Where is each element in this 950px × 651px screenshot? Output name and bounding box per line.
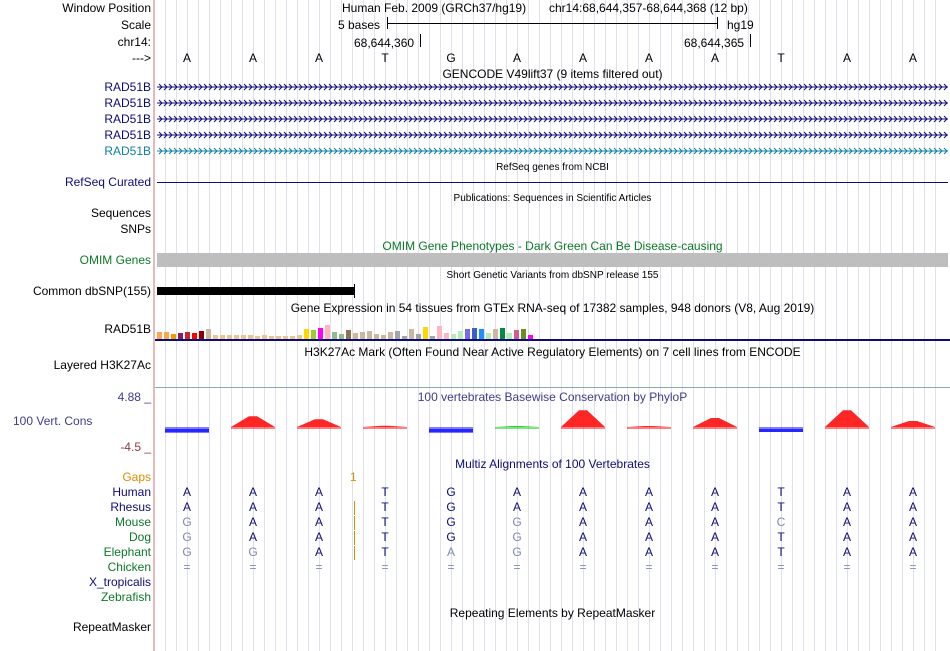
multiz-aligned-base: A [842, 485, 851, 499]
multiz-aligned-base: A [248, 530, 257, 544]
gtex-tissue-bar[interactable] [409, 329, 414, 339]
multiz-aligned-base: A [248, 485, 257, 499]
multiz-aligned-base: A [578, 500, 587, 514]
multiz-aligned-base: A [908, 530, 917, 544]
phylop-score-mark [231, 416, 275, 427]
multiz-aligned-base: A [644, 515, 653, 529]
repeatmasker-track-title[interactable]: Repeating Elements by RepeatMasker [449, 606, 656, 620]
multiz-species-label[interactable]: Zebrafish [100, 590, 151, 604]
phylop-score-mark [429, 429, 473, 433]
h3k27ac-baseline [155, 387, 950, 388]
multiz-aligned-base: G [512, 545, 522, 559]
phylop-score-mark [165, 429, 209, 433]
publications-sequences-label[interactable]: Sequences [90, 206, 151, 220]
multiz-aligned-base: G [446, 485, 456, 499]
gencode-gene-label-2[interactable]: RAD51B [104, 96, 151, 110]
multiz-aligned-base: A [248, 515, 257, 529]
phylop-score-mark [693, 418, 737, 427]
multiz-aligned-base: A [248, 500, 257, 514]
window-position-label: Window Position [62, 1, 151, 15]
gtex-tissue-bar[interactable] [479, 329, 484, 339]
omim-track-label[interactable]: OMIM Genes [79, 253, 151, 267]
reference-base: A [182, 51, 191, 65]
reference-base: A [908, 51, 917, 65]
chrom-label: chr14: [117, 35, 151, 49]
gtex-tissue-bar[interactable] [199, 331, 204, 339]
multiz-species-label[interactable]: Human [112, 485, 151, 499]
repeatmasker-track-label[interactable]: RepeatMasker [72, 620, 151, 634]
multiz-aligned-base: A [710, 515, 719, 529]
reference-base: T [777, 51, 785, 65]
multiz-species-label[interactable]: Rhesus [110, 500, 151, 514]
ruler-coord-left: 68,644,360 [354, 36, 415, 50]
gencode-gene-label-4[interactable]: RAD51B [104, 128, 151, 142]
multiz-aligned-base: T [381, 515, 389, 529]
multiz-aligned-base: A [842, 515, 851, 529]
phylop-score-mark [297, 419, 341, 427]
multiz-aligned-base: A [314, 515, 323, 529]
phylop-max-label: 4.88 _ [117, 390, 151, 404]
h3k27ac-track-label[interactable]: Layered H3K27Ac [53, 358, 151, 372]
multiz-aligned-base: A [644, 500, 653, 514]
reference-base: A [644, 51, 653, 65]
publications-snps-label[interactable]: SNPs [120, 222, 151, 236]
multiz-aligned-base: G [512, 515, 522, 529]
gtex-tissue-bar[interactable] [465, 329, 470, 339]
multiz-aligned-base: A [578, 545, 587, 559]
phylop-score-mark [825, 410, 869, 427]
phylop-track-label[interactable]: 100 Vert. Cons [13, 414, 93, 428]
multiz-aligned-base: T [381, 500, 389, 514]
gtex-expression-bars[interactable] [157, 318, 948, 339]
phylop-score-mark [363, 426, 407, 427]
phylop-score-mark [759, 429, 803, 432]
reference-base: A [314, 51, 323, 65]
multiz-aligned-base: A [578, 485, 587, 499]
multiz-aligned-base: = [249, 560, 257, 574]
gtex-tissue-bar[interactable] [423, 327, 428, 339]
reference-base: G [446, 51, 456, 65]
refseq-gene-line[interactable] [157, 182, 948, 183]
multiz-aligned-base: A [314, 530, 323, 544]
gtex-tissue-bar[interactable] [164, 332, 169, 339]
multiz-aligned-base: G [182, 515, 192, 529]
multiz-aligned-base: A [182, 485, 191, 499]
scale-text: 5 bases [338, 18, 381, 32]
gtex-tissue-bar[interactable] [514, 330, 519, 339]
refseq-track-title[interactable]: RefSeq genes from NCBI [496, 162, 609, 173]
multiz-aligned-base: = [447, 560, 455, 574]
multiz-aligned-base: T [381, 485, 389, 499]
dbsnp-track-title[interactable]: Short Genetic Variants from dbSNP release 155 [446, 270, 659, 281]
multiz-aligned-base: A [908, 515, 917, 529]
multiz-aligned-base: A [842, 500, 851, 514]
ruler-tick-left [420, 34, 421, 47]
gtex-tissue-bar[interactable] [472, 328, 477, 339]
gtex-tissue-bar[interactable] [521, 329, 526, 339]
multiz-aligned-base: A [842, 530, 851, 544]
multiz-aligned-base: A [578, 530, 587, 544]
gtex-track-title[interactable]: Gene Expression in 54 tissues from GTEx RNA-seq of 17382 samples, 948 donors (V8, Aug 2019) [290, 301, 815, 315]
assembly-title: Human Feb. 2009 (GRCh37/hg19) [342, 1, 527, 15]
multiz-insertion-marker [354, 531, 355, 545]
multiz-aligned-base: A [842, 545, 851, 559]
gtex-tissue-bar[interactable] [325, 325, 330, 339]
multiz-aligned-base: A [314, 485, 323, 499]
multiz-insertion-marker [354, 546, 355, 560]
ruler-tick-right [750, 34, 751, 47]
gtex-tissue-bar[interactable] [311, 330, 316, 339]
track-label-column [0, 0, 153, 651]
gtex-track-label[interactable]: RAD51B [104, 322, 151, 336]
multiz-insertion-marker [354, 501, 355, 515]
dbsnp-track-label[interactable]: Common dbSNP(155) [32, 284, 151, 298]
multiz-aligned-base: T [777, 545, 785, 559]
gtex-tissue-bar[interactable] [395, 331, 400, 339]
reference-base: T [381, 51, 389, 65]
multiz-aligned-base: G [182, 530, 192, 544]
multiz-aligned-base: A [908, 500, 917, 514]
multiz-aligned-base: = [777, 560, 785, 574]
gencode-gene-label-5[interactable]: RAD51B [104, 144, 151, 158]
gtex-tissue-bar[interactable] [346, 330, 351, 339]
gtex-tissue-bar[interactable] [388, 332, 393, 339]
window-position-text: chr14:68,644,357-68,644,368 (12 bp) [549, 1, 748, 15]
multiz-aligned-base: = [711, 560, 719, 574]
multiz-aligned-base: A [710, 545, 719, 559]
gencode-transcript-line[interactable] [157, 98, 948, 108]
gencode-transcript-line[interactable] [157, 146, 948, 156]
multiz-aligned-base: T [777, 530, 785, 544]
multiz-aligned-base: A [908, 545, 917, 559]
multiz-aligned-base: = [381, 560, 389, 574]
multiz-species-label[interactable]: Dog [128, 530, 151, 544]
phylop-score-mark [627, 426, 671, 427]
gtex-tissue-bar[interactable] [332, 332, 337, 339]
strand-arrow-label: ---> [132, 51, 151, 65]
multiz-aligned-base: A [512, 500, 521, 514]
multiz-aligned-base: A [446, 545, 455, 559]
reference-base: A [248, 51, 257, 65]
gtex-tissue-bar[interactable] [360, 332, 365, 339]
multiz-aligned-base: G [446, 500, 456, 514]
gtex-baseline [155, 339, 950, 341]
gtex-tissue-bar[interactable] [304, 329, 309, 339]
multiz-aligned-base: A [710, 530, 719, 544]
phylop-score-mark [495, 426, 539, 427]
h3k27ac-track-title[interactable]: H3K27Ac Mark (Often Found Near Active Regulatory Elements) on 7 cell lines from ENCODE [304, 345, 801, 359]
gtex-tissue-bar[interactable] [157, 332, 162, 339]
multiz-species-label[interactable]: X_tropicalis [88, 575, 151, 589]
reference-base: A [512, 51, 521, 65]
multiz-aligned-base: = [645, 560, 653, 574]
multiz-aligned-base: C [776, 515, 786, 529]
multiz-aligned-base: A [512, 485, 521, 499]
gencode-transcript-line[interactable] [157, 82, 948, 92]
multiz-aligned-base: = [513, 560, 521, 574]
multiz-aligned-base: A [908, 485, 917, 499]
phylop-min-label: -4.5 _ [120, 440, 151, 454]
gtex-tissue-bar[interactable] [500, 328, 505, 339]
multiz-aligned-base: G [446, 530, 456, 544]
scale-label: Scale [120, 18, 151, 32]
gencode-gene-label-3[interactable]: RAD51B [104, 112, 151, 126]
multiz-species-label[interactable]: Chicken [107, 560, 151, 574]
multiz-aligned-base: = [579, 560, 587, 574]
multiz-aligned-base: = [183, 560, 191, 574]
gtex-tissue-bar[interactable] [493, 329, 498, 339]
multiz-aligned-base: G [248, 545, 258, 559]
phylop-score-mark [561, 410, 605, 427]
multiz-aligned-base: A [314, 545, 323, 559]
track-image-area[interactable] [155, 0, 950, 651]
gencode-transcript-line[interactable] [157, 114, 948, 124]
multiz-aligned-base: A [644, 485, 653, 499]
multiz-aligned-base: = [315, 560, 323, 574]
reference-base: A [578, 51, 587, 65]
gencode-gene-label-1[interactable]: RAD51B [104, 80, 151, 94]
multiz-gap-count: 1 [350, 470, 357, 484]
multiz-aligned-base: G [446, 515, 456, 529]
omim-gene-bar[interactable] [157, 253, 948, 267]
multiz-aligned-base: T [381, 545, 389, 559]
multiz-aligned-base: = [909, 560, 917, 574]
multiz-track-title[interactable]: Multiz Alignments of 100 Vertebrates [455, 457, 650, 471]
multiz-aligned-base: A [578, 515, 587, 529]
multiz-aligned-base: T [381, 530, 389, 544]
gtex-tissue-bar[interactable] [318, 328, 323, 339]
multiz-species-label[interactable]: Elephant [103, 545, 151, 559]
ruler-coord-right: 68,644,365 [684, 36, 745, 50]
multiz-aligned-base: A [644, 545, 653, 559]
multiz-aligned-base: = [843, 560, 851, 574]
reference-base: A [842, 51, 851, 65]
multiz-species-label[interactable]: Mouse [114, 515, 151, 529]
multiz-aligned-base: A [644, 530, 653, 544]
phylop-score-mark [891, 421, 935, 427]
multiz-aligned-base: G [512, 530, 522, 544]
publications-track-title[interactable]: Publications: Sequences in Scientific Articles [453, 193, 652, 204]
gencode-transcript-line[interactable] [157, 130, 948, 140]
reference-base: A [710, 51, 719, 65]
gtex-tissue-bar[interactable] [458, 331, 463, 339]
multiz-aligned-base: A [710, 500, 719, 514]
gtex-tissue-bar[interactable] [185, 332, 190, 339]
db-label: hg19 [727, 18, 754, 32]
multiz-insertion-marker [354, 516, 355, 530]
gtex-tissue-bar[interactable] [437, 326, 442, 339]
phylop-conservation-plot[interactable] [155, 405, 950, 440]
refseq-track-label[interactable]: RefSeq Curated [64, 175, 151, 189]
phylop-track-title[interactable]: 100 vertebrates Basewise Conservation by PhyloP [417, 390, 688, 404]
gtex-tissue-bar[interactable] [206, 329, 211, 339]
gtex-tissue-bar[interactable] [367, 331, 372, 339]
multiz-aligned-base: G [182, 545, 192, 559]
multiz-aligned-base: A [710, 485, 719, 499]
multiz-gaps-label: Gaps [122, 470, 151, 484]
multiz-aligned-base: T [777, 485, 785, 499]
multiz-aligned-base: A [314, 500, 323, 514]
gencode-track-title[interactable]: GENCODE V49lift37 (9 items filtered out) [442, 67, 663, 81]
multiz-aligned-base: T [777, 500, 785, 514]
multiz-aligned-base: A [182, 500, 191, 514]
omim-track-title[interactable]: OMIM Gene Phenotypes - Dark Green Can Be Disease-causing [382, 239, 723, 253]
